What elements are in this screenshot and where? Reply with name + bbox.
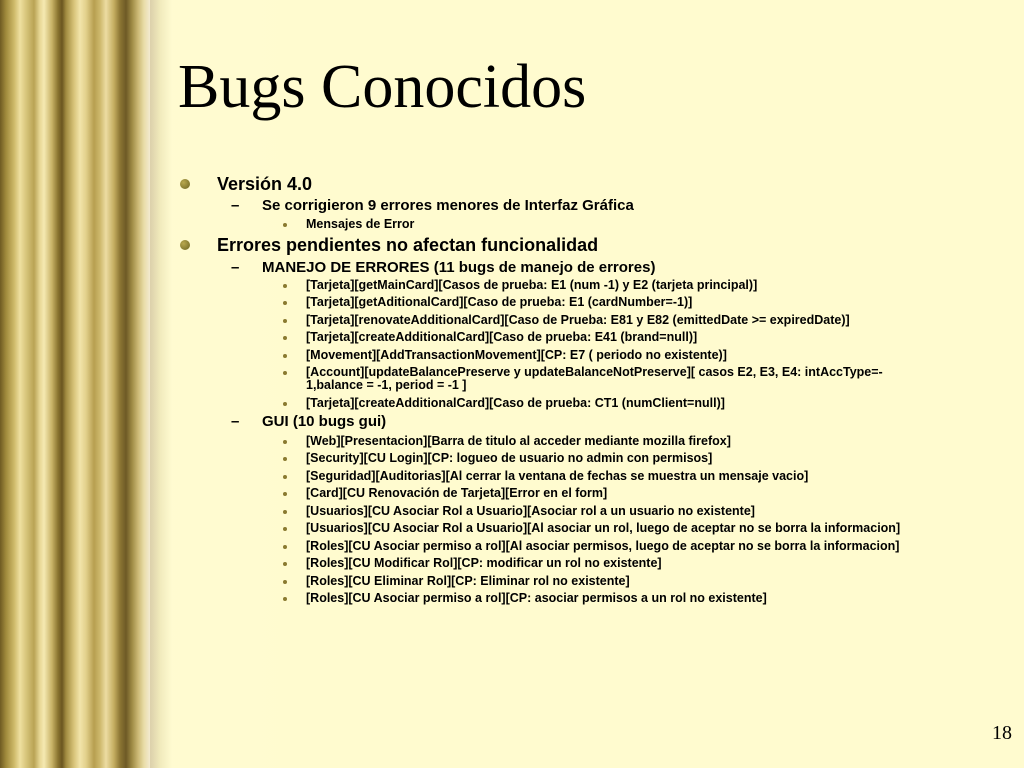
list-item: [Card][CU Renovación de Tarjeta][Error en el form] (306, 486, 608, 500)
slide-number: 18 (992, 722, 1012, 744)
subitem-fixes: Se corrigieron 9 errores menores de Interfaz Gráfica (262, 197, 634, 214)
small-bullet-icon (283, 510, 287, 514)
subitem-gui: GUI (10 bugs gui) (262, 413, 387, 430)
list-item: [Account][updateBalancePreserve y updateBalanceNotPreserve][ casos E2, E3, E4: intAccType=- (306, 365, 883, 379)
list-item: [Usuarios][CU Asociar Rol a Usuario][Al asociar un rol, luego de aceptar no se borra la informacion] (306, 521, 901, 535)
pillar-shadow (150, 0, 172, 768)
small-bullet-icon (283, 284, 287, 288)
list-item: [Web][Presentacion][Barra de titulo al acceder mediante mozilla firefox] (306, 434, 731, 448)
small-bullet-icon (283, 402, 287, 406)
list-item: [Roles][CU Asociar permiso a rol][CP: asociar permisos a un rol no existente] (306, 591, 767, 605)
small-bullet-icon (283, 301, 287, 305)
list-item: [Roles][CU Modificar Rol][CP: modificar un rol no existente] (306, 556, 662, 570)
list-item: [Usuarios][CU Asociar Rol a Usuario][Asociar rol a un usuario no existente] (306, 504, 755, 518)
small-bullet-icon (283, 562, 287, 566)
list-item: [Tarjeta][createAdditionalCard][Caso de prueba: CT1 (numClient=null)] (306, 396, 725, 410)
list-item: [Tarjeta][createAdditionalCard][Caso de prueba: E41 (brand=null)] (306, 330, 698, 344)
dash-icon: – (231, 413, 240, 430)
small-bullet-icon (283, 354, 287, 358)
small-bullet-icon (283, 319, 287, 323)
list-item: [Tarjeta][getAditionalCard][Caso de prueba: E1 (cardNumber=-1)] (306, 295, 693, 309)
list-item: [Tarjeta][getMainCard][Casos de prueba: E1 (num -1) y E2 (tarjeta principal)] (306, 278, 758, 292)
list-item: [Tarjeta][renovateAdditionalCard][Caso de Prueba: E81 y E82 (emittedDate >= expiredDate)] (306, 313, 850, 327)
list-item-continuation: 1,balance = -1, period = -1 ] (306, 378, 467, 392)
dash-icon: – (231, 259, 240, 276)
small-bullet-icon (283, 597, 287, 601)
small-bullet-icon (283, 440, 287, 444)
subitem-error-handling: MANEJO DE ERRORES (11 bugs de manejo de errores) (262, 259, 656, 276)
section-pending: Errores pendientes no afectan funcionalidad (217, 235, 599, 255)
list-item: [Security][CU Login][CP: logueo de usuario no admin con permisos] (306, 451, 713, 465)
bullet-dot-icon (180, 179, 190, 189)
small-bullet-icon (283, 545, 287, 549)
small-bullet-icon (283, 475, 287, 479)
small-bullet-icon (283, 457, 287, 461)
list-item: [Seguridad][Auditorias][Al cerrar la ventana de fechas se muestra un mensaje vacio] (306, 469, 809, 483)
decorative-pillars (0, 0, 160, 768)
list-item: [Roles][CU Eliminar Rol][CP: Eliminar rol no existente] (306, 574, 630, 588)
small-bullet-icon (283, 580, 287, 584)
dash-icon: – (231, 197, 240, 214)
section-version: Versión 4.0 (217, 174, 313, 194)
small-bullet-icon (283, 527, 287, 531)
list-item: [Roles][CU Asociar permiso a rol][Al asociar permisos, luego de aceptar no se borra la informacion] (306, 539, 900, 553)
slide-title: Bugs Conocidos (178, 53, 587, 121)
small-bullet-icon (283, 371, 287, 375)
small-bullet-icon (283, 223, 287, 227)
small-bullet-icon (283, 336, 287, 340)
item-error-messages: Mensajes de Error (306, 217, 415, 231)
bullet-dot-icon (180, 240, 190, 250)
small-bullet-icon (283, 492, 287, 496)
list-item: [Movement][AddTransactionMovement][CP: E7 ( periodo no existente)] (306, 348, 727, 362)
